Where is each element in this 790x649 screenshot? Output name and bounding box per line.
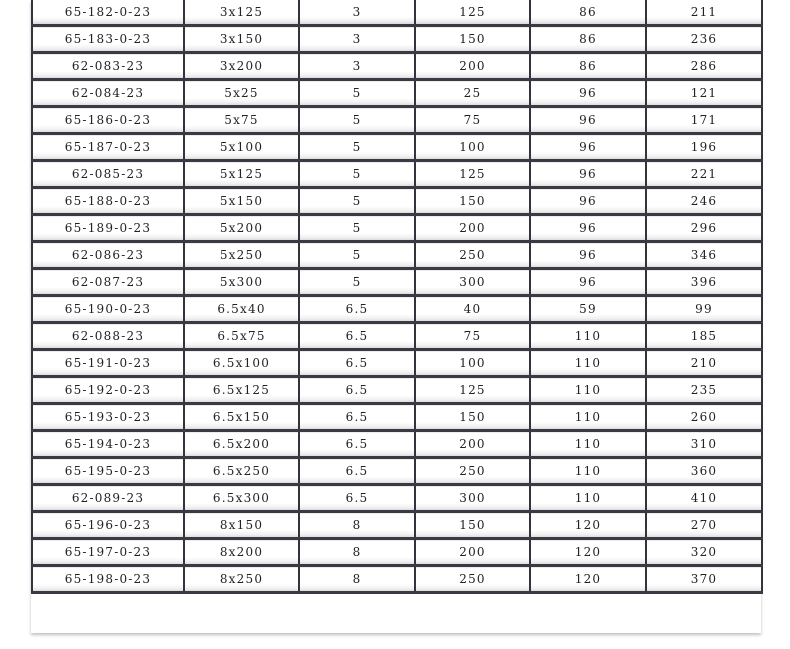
diameter-cell: 6.5 bbox=[299, 485, 415, 512]
length-cell: 100 bbox=[415, 350, 530, 377]
part-number-cell: 65-194-0-23 bbox=[32, 431, 184, 458]
diameter-cell: 5 bbox=[299, 215, 415, 242]
part-number-cell: 65-192-0-23 bbox=[32, 377, 184, 404]
length-cell: 150 bbox=[415, 188, 530, 215]
part-number-cell: 62-086-23 bbox=[32, 242, 184, 269]
size-cell: 6.5x300 bbox=[184, 485, 299, 512]
table-row bbox=[32, 323, 762, 350]
part-number-cell: 62-084-23 bbox=[32, 80, 184, 107]
size-cell: 5x300 bbox=[184, 269, 299, 296]
total-length-cell: 310 bbox=[646, 431, 762, 458]
diameter-cell: 8 bbox=[299, 512, 415, 539]
length-cell: 300 bbox=[415, 485, 530, 512]
total-length-cell: 211 bbox=[646, 0, 762, 26]
diameter-cell: 3 bbox=[299, 53, 415, 80]
total-length-cell: 235 bbox=[646, 377, 762, 404]
total-length-cell: 210 bbox=[646, 350, 762, 377]
table-row bbox=[32, 566, 762, 593]
part-number-cell: 65-187-0-23 bbox=[32, 134, 184, 161]
size-cell: 5x200 bbox=[184, 215, 299, 242]
length-cell: 200 bbox=[415, 215, 530, 242]
size-cell: 6.5x75 bbox=[184, 323, 299, 350]
part-number-cell: 65-189-0-23 bbox=[32, 215, 184, 242]
size-cell: 6.5x150 bbox=[184, 404, 299, 431]
size-cell: 3x200 bbox=[184, 53, 299, 80]
length-cell: 150 bbox=[415, 512, 530, 539]
total-length-cell: 236 bbox=[646, 26, 762, 53]
part-number-cell: 65-190-0-23 bbox=[32, 296, 184, 323]
part-number-cell: 65-183-0-23 bbox=[32, 26, 184, 53]
table-row bbox=[32, 53, 762, 80]
table-row bbox=[32, 0, 762, 26]
table-row bbox=[32, 269, 762, 296]
table-row bbox=[32, 188, 762, 215]
length-cell: 250 bbox=[415, 458, 530, 485]
diameter-cell: 6.5 bbox=[299, 377, 415, 404]
total-length-cell: 171 bbox=[646, 107, 762, 134]
diameter-cell: 3 bbox=[299, 0, 415, 26]
total-length-cell: 270 bbox=[646, 512, 762, 539]
size-cell: 5x25 bbox=[184, 80, 299, 107]
length-cell: 125 bbox=[415, 0, 530, 26]
length-cell: 40 bbox=[415, 296, 530, 323]
table-row bbox=[32, 377, 762, 404]
total-length-cell: 246 bbox=[646, 188, 762, 215]
table-row bbox=[32, 26, 762, 53]
part-number-cell: 65-198-0-23 bbox=[32, 566, 184, 593]
total-length-cell: 396 bbox=[646, 269, 762, 296]
thread-length-cell: 110 bbox=[530, 323, 646, 350]
part-number-cell: 62-083-23 bbox=[32, 53, 184, 80]
length-cell: 125 bbox=[415, 377, 530, 404]
spec-table-sheet bbox=[31, 0, 761, 633]
length-cell: 25 bbox=[415, 80, 530, 107]
diameter-cell: 6.5 bbox=[299, 350, 415, 377]
diameter-cell: 5 bbox=[299, 188, 415, 215]
size-cell: 8x150 bbox=[184, 512, 299, 539]
thread-length-cell: 96 bbox=[530, 80, 646, 107]
diameter-cell: 5 bbox=[299, 134, 415, 161]
diameter-cell: 6.5 bbox=[299, 458, 415, 485]
diameter-cell: 8 bbox=[299, 539, 415, 566]
length-cell: 250 bbox=[415, 242, 530, 269]
thread-length-cell: 86 bbox=[530, 26, 646, 53]
diameter-cell: 5 bbox=[299, 107, 415, 134]
length-cell: 75 bbox=[415, 323, 530, 350]
table-row bbox=[32, 458, 762, 485]
total-length-cell: 196 bbox=[646, 134, 762, 161]
size-cell: 5x100 bbox=[184, 134, 299, 161]
part-number-cell: 62-085-23 bbox=[32, 161, 184, 188]
part-number-cell: 65-182-0-23 bbox=[32, 0, 184, 26]
total-length-cell: 185 bbox=[646, 323, 762, 350]
diameter-cell: 6.5 bbox=[299, 296, 415, 323]
size-cell: 8x200 bbox=[184, 539, 299, 566]
length-cell: 150 bbox=[415, 26, 530, 53]
thread-length-cell: 96 bbox=[530, 242, 646, 269]
part-number-cell: 65-195-0-23 bbox=[32, 458, 184, 485]
size-cell: 3x150 bbox=[184, 26, 299, 53]
thread-length-cell: 96 bbox=[530, 107, 646, 134]
part-number-cell: 65-196-0-23 bbox=[32, 512, 184, 539]
thread-length-cell: 110 bbox=[530, 377, 646, 404]
size-cell: 6.5x250 bbox=[184, 458, 299, 485]
thread-length-cell: 96 bbox=[530, 269, 646, 296]
size-cell: 6.5x125 bbox=[184, 377, 299, 404]
length-cell: 300 bbox=[415, 269, 530, 296]
diameter-cell: 6.5 bbox=[299, 404, 415, 431]
part-number-cell: 65-188-0-23 bbox=[32, 188, 184, 215]
table-row bbox=[32, 107, 762, 134]
size-cell: 6.5x100 bbox=[184, 350, 299, 377]
size-cell: 8x250 bbox=[184, 566, 299, 593]
diameter-cell: 5 bbox=[299, 80, 415, 107]
length-cell: 150 bbox=[415, 404, 530, 431]
total-length-cell: 370 bbox=[646, 566, 762, 593]
size-cell: 5x250 bbox=[184, 242, 299, 269]
length-cell: 200 bbox=[415, 539, 530, 566]
thread-length-cell: 120 bbox=[530, 566, 646, 593]
part-number-cell: 65-191-0-23 bbox=[32, 350, 184, 377]
thread-length-cell: 96 bbox=[530, 134, 646, 161]
thread-length-cell: 96 bbox=[530, 161, 646, 188]
thread-length-cell: 110 bbox=[530, 458, 646, 485]
table-row bbox=[32, 134, 762, 161]
length-cell: 250 bbox=[415, 566, 530, 593]
thread-length-cell: 96 bbox=[530, 188, 646, 215]
table-row bbox=[32, 350, 762, 377]
thread-length-cell: 110 bbox=[530, 485, 646, 512]
total-length-cell: 320 bbox=[646, 539, 762, 566]
total-length-cell: 121 bbox=[646, 80, 762, 107]
thread-length-cell: 110 bbox=[530, 404, 646, 431]
table-row bbox=[32, 512, 762, 539]
total-length-cell: 99 bbox=[646, 296, 762, 323]
size-cell: 5x75 bbox=[184, 107, 299, 134]
part-number-cell: 62-089-23 bbox=[32, 485, 184, 512]
diameter-cell: 5 bbox=[299, 242, 415, 269]
size-cell: 6.5x40 bbox=[184, 296, 299, 323]
thread-length-cell: 86 bbox=[530, 0, 646, 26]
part-number-cell: 65-193-0-23 bbox=[32, 404, 184, 431]
total-length-cell: 260 bbox=[646, 404, 762, 431]
part-number-cell: 62-087-23 bbox=[32, 269, 184, 296]
thread-length-cell: 96 bbox=[530, 215, 646, 242]
table-row bbox=[32, 161, 762, 188]
thread-length-cell: 110 bbox=[530, 350, 646, 377]
table-row bbox=[32, 242, 762, 269]
thread-length-cell: 120 bbox=[530, 539, 646, 566]
table-row bbox=[32, 215, 762, 242]
size-cell: 5x150 bbox=[184, 188, 299, 215]
total-length-cell: 360 bbox=[646, 458, 762, 485]
length-cell: 200 bbox=[415, 53, 530, 80]
table-row bbox=[32, 485, 762, 512]
size-cell: 6.5x200 bbox=[184, 431, 299, 458]
spec-table-body bbox=[32, 0, 762, 593]
length-cell: 100 bbox=[415, 134, 530, 161]
diameter-cell: 6.5 bbox=[299, 431, 415, 458]
diameter-cell: 3 bbox=[299, 26, 415, 53]
total-length-cell: 346 bbox=[646, 242, 762, 269]
total-length-cell: 221 bbox=[646, 161, 762, 188]
part-number-cell: 62-088-23 bbox=[32, 323, 184, 350]
table-row bbox=[32, 404, 762, 431]
length-cell: 75 bbox=[415, 107, 530, 134]
spec-table bbox=[31, 0, 763, 594]
part-number-cell: 65-186-0-23 bbox=[32, 107, 184, 134]
table-row bbox=[32, 431, 762, 458]
size-cell: 3x125 bbox=[184, 0, 299, 26]
total-length-cell: 286 bbox=[646, 53, 762, 80]
part-number-cell: 65-197-0-23 bbox=[32, 539, 184, 566]
thread-length-cell: 120 bbox=[530, 512, 646, 539]
table-row bbox=[32, 296, 762, 323]
table-row bbox=[32, 80, 762, 107]
table-row bbox=[32, 539, 762, 566]
thread-length-cell: 86 bbox=[530, 53, 646, 80]
diameter-cell: 6.5 bbox=[299, 323, 415, 350]
thread-length-cell: 59 bbox=[530, 296, 646, 323]
size-cell: 5x125 bbox=[184, 161, 299, 188]
diameter-cell: 5 bbox=[299, 161, 415, 188]
thread-length-cell: 110 bbox=[530, 431, 646, 458]
length-cell: 125 bbox=[415, 161, 530, 188]
diameter-cell: 8 bbox=[299, 566, 415, 593]
total-length-cell: 410 bbox=[646, 485, 762, 512]
total-length-cell: 296 bbox=[646, 215, 762, 242]
diameter-cell: 5 bbox=[299, 269, 415, 296]
length-cell: 200 bbox=[415, 431, 530, 458]
